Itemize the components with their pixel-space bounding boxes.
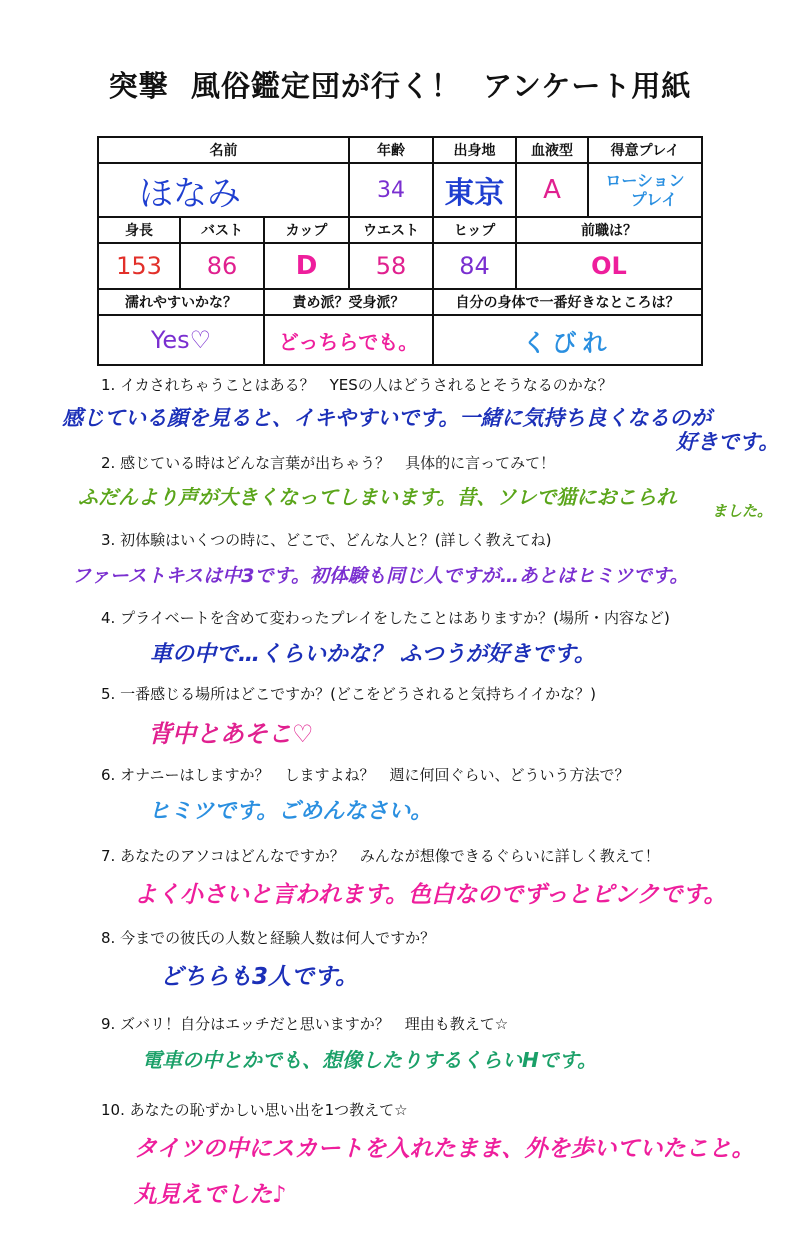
answer-5: 背中とあそこ♡ bbox=[148, 720, 314, 748]
height-label: 身長 bbox=[98, 217, 180, 243]
cup-value: D bbox=[264, 243, 349, 289]
play-line2: プレイ bbox=[630, 190, 678, 209]
answer-2-line1: ふだんより声が大きくなってしまいます。昔、ソレで猫におこられ bbox=[78, 485, 677, 509]
waist-label: ウエスト bbox=[349, 217, 433, 243]
height-value: 153 bbox=[98, 243, 180, 289]
answer-1-line2: 好きです。 bbox=[676, 430, 780, 454]
waist-value: 58 bbox=[349, 243, 433, 289]
play-value bbox=[588, 163, 702, 217]
answer-1-line1: 感じている顔を見ると、イキやすいです。一緒に気持ち良くなるのが bbox=[62, 406, 712, 430]
wet-label: 濡れやすいかな？ bbox=[98, 289, 264, 315]
play-line1: ローション bbox=[605, 170, 685, 190]
birthplace-value: 東京 bbox=[433, 163, 516, 217]
hip-label: ヒップ bbox=[433, 217, 516, 243]
question-3: 3. 初体験はいくつの時に、どこで、どんな人と？(詳しく教えてね) bbox=[101, 531, 552, 549]
fav-value: くびれ bbox=[433, 315, 702, 365]
play-label: 得意プレイ bbox=[588, 137, 702, 163]
answer-10-line1: タイツの中にスカートを入れたまま、外を歩いていたこと。 bbox=[134, 1136, 755, 1162]
wet-value: Yes♡ bbox=[98, 315, 264, 365]
question-7: 7. あなたのアソコはどんなですか？ みんなが想像できるぐらいに詳しく教えて！ bbox=[101, 847, 660, 865]
name-value: ほなみ bbox=[98, 163, 349, 217]
answer-4: 車の中で…くらいかな？ ふつうが好きです。 bbox=[150, 642, 596, 667]
answer-9: 電車の中とかでも、想像したりするくらいHです。 bbox=[142, 1048, 598, 1072]
question-1: 1. イカされちゃうことはある？ YESの人はどうされるとそうなるのかな？ bbox=[101, 376, 613, 394]
answer-7: よく小さいと言われます。色白なのでずっとピンクです。 bbox=[134, 882, 727, 908]
answer-2-line2: ました。 bbox=[712, 502, 773, 520]
question-9: 9. ズバリ！自分はエッチだと思いますか？ 理由も教えて☆ bbox=[101, 1015, 509, 1033]
age-label: 年齢 bbox=[349, 137, 433, 163]
question-8: 8. 今までの彼氏の人数と経験人数は何人ですか？ bbox=[101, 929, 436, 947]
fav-label: 自分の身体で一番好きなところは？ bbox=[433, 289, 702, 315]
bust-label: バスト bbox=[180, 217, 264, 243]
cup-label: カップ bbox=[264, 217, 349, 243]
question-2: 2. 感じている時はどんな言葉が出ちゃう？ 具体的に言ってみて！ bbox=[101, 454, 556, 472]
bust-value: 86 bbox=[180, 243, 264, 289]
title-part1: 突撃 bbox=[108, 69, 169, 103]
answer-10-line2: 丸見えでした♪ bbox=[134, 1182, 287, 1208]
blood-label: 血液型 bbox=[516, 137, 588, 163]
question-10: 10. あなたの恥ずかしい思い出を1つ教えて☆ bbox=[101, 1101, 408, 1119]
birthplace-label: 出身地 bbox=[433, 137, 516, 163]
answer-8: どちらも3人です。 bbox=[160, 964, 359, 990]
blood-value: A bbox=[516, 163, 588, 217]
sm-label: 責め派？受身派？ bbox=[264, 289, 433, 315]
answer-6: ヒミツです。ごめんなさい。 bbox=[148, 799, 433, 824]
sm-value: どっちらでも。 bbox=[264, 315, 433, 365]
question-6: 6. オナニーはしますか？ しますよね？ 週に何回ぐらい、どういう方法で？ bbox=[101, 766, 630, 784]
answer-3: ファーストキスは中3です。初体験も同じ人ですが…あとはヒミツです。 bbox=[72, 565, 689, 587]
title-part3: アンケート用紙 bbox=[483, 69, 692, 103]
hip-value: 84 bbox=[433, 243, 516, 289]
question-4: 4. プライベートを含めて変わったプレイをしたことはありますか？(場所・内容など) bbox=[101, 609, 670, 627]
prev-job-value: OL bbox=[516, 243, 702, 289]
form-title bbox=[0, 64, 800, 105]
age-value: 34 bbox=[349, 163, 433, 217]
name-label: 名前 bbox=[98, 137, 349, 163]
prev-job-label: 前職は？ bbox=[516, 217, 702, 243]
title-part2: 風俗鑑定団が行く！ bbox=[190, 69, 461, 103]
question-5: 5. 一番感じる場所はどこですか？(どこをどうされると気持ちイイかな？) bbox=[101, 685, 597, 703]
profile-table bbox=[97, 136, 703, 366]
